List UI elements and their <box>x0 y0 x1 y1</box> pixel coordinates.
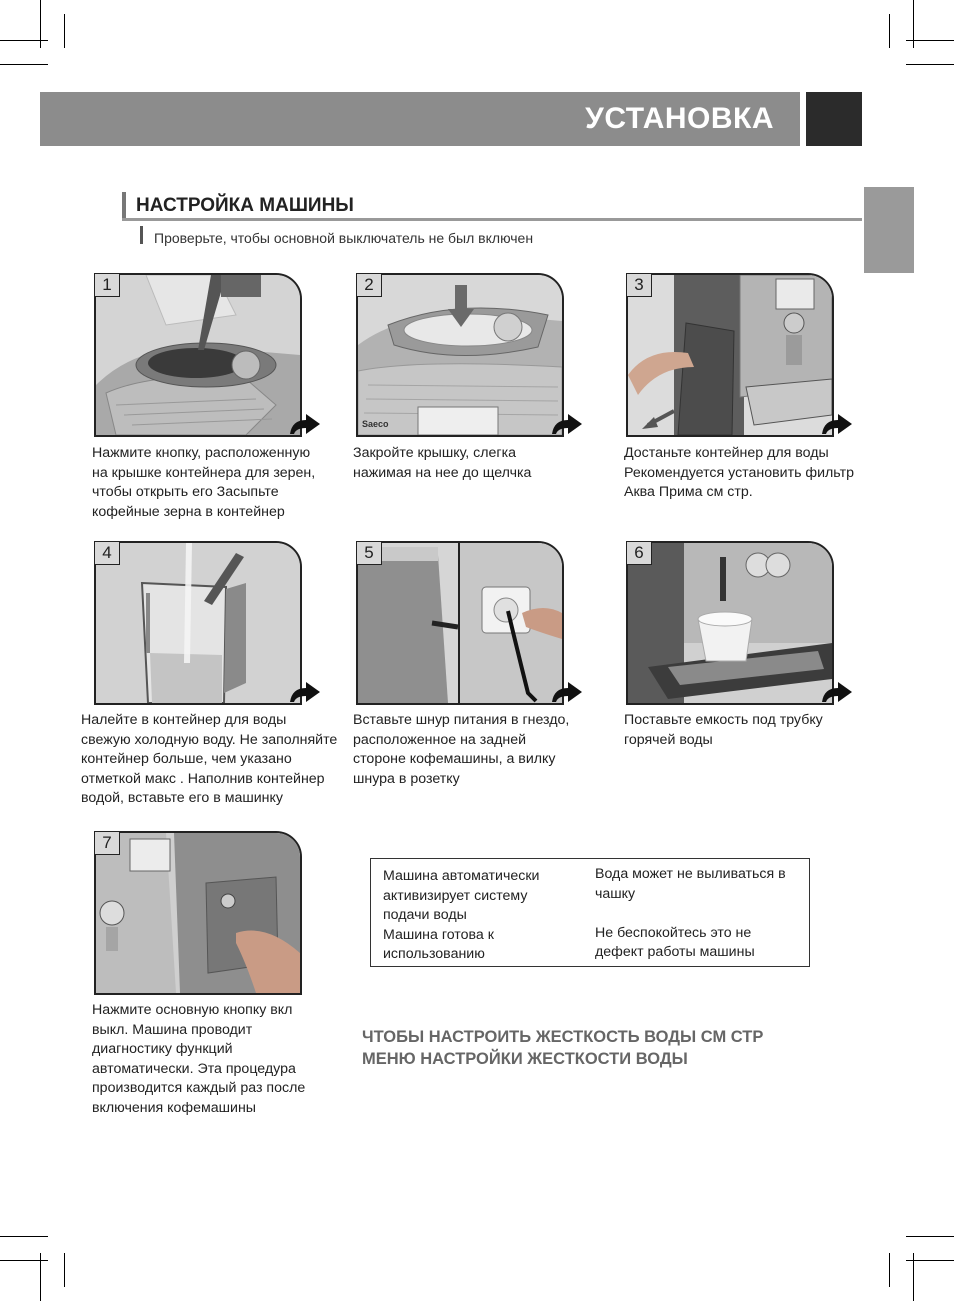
info-box <box>370 858 810 967</box>
header-bar <box>40 92 800 146</box>
step-6-caption: Поставьте емкость под трубку горячей воды <box>624 712 823 748</box>
step-number: 1 <box>94 273 120 297</box>
info-box-left: Машина автоматически активизирует систему подачи воды Машина готова к использованию <box>383 868 540 963</box>
info-box-right: Вода может не выливаться в чашку Не беспокойтесь это не дефект работы машины <box>595 866 786 961</box>
step-7-caption: Нажмите основную кнопку вкл выкл. Машина проводит диагностику функций автоматически. Эта процедура производится каждый раз после включения кофемашины <box>92 1002 306 1116</box>
step-3-caption: Достаньте контейнер для воды Рекомендуется установить фильтр Аква Прима см стр. <box>624 445 854 501</box>
next-arrow-icon <box>290 412 320 436</box>
header-block <box>806 92 862 146</box>
step-4-caption: Налейте в контейнер для воды свежую холодную воду. Не заполняйте контейнер больше, чем указано отметкой макс . Наполнив контейнер водой, вставьте его в машинку <box>81 712 338 807</box>
step-7-photo <box>94 831 302 995</box>
step-number: 6 <box>626 541 652 565</box>
next-arrow-icon <box>552 680 582 704</box>
section-marker <box>122 192 126 220</box>
step-number: 4 <box>94 541 120 565</box>
subtitle-marker <box>140 226 143 244</box>
next-arrow-icon <box>552 412 582 436</box>
step-2-caption: Закройте крышку, слегка нажимая на нее до щелчка <box>353 445 532 481</box>
saeco-logo: Saeco <box>362 419 389 429</box>
step-4-photo <box>94 541 302 705</box>
step-5-photo <box>356 541 564 705</box>
step-1-photo <box>94 273 302 437</box>
page-title: УСТАНОВКА <box>585 102 774 135</box>
step-5-caption: Вставьте шнур питания в гнездо, расположенное на задней стороне кофемашины, а вилку шнура в розетку <box>353 712 570 787</box>
next-arrow-icon <box>822 680 852 704</box>
step-number: 7 <box>94 831 120 855</box>
water-hardness-note: ЧТОБЫ НАСТРОИТЬ ЖЕСТКОСТЬ ВОДЫ СМ СТР МЕНЮ НАСТРОЙКИ ЖЕСТКОСТИ ВОДЫ <box>362 1028 764 1068</box>
next-arrow-icon <box>290 680 320 704</box>
step-6-photo <box>626 541 834 705</box>
section-rule <box>122 218 862 221</box>
step-1-caption: Нажмите кнопку, расположенную на крышке контейнера для зерен, чтобы открыть его Засыпьте кофейные зерна в контейнер <box>92 445 316 520</box>
step-3-photo <box>626 273 834 437</box>
step-number: 2 <box>356 273 382 297</box>
section-subtitle: Проверьте, чтобы основной выключатель не был включен <box>154 230 534 246</box>
next-arrow-icon <box>822 412 852 436</box>
step-2-photo <box>356 273 564 437</box>
side-tab <box>864 187 914 273</box>
step-number: 5 <box>356 541 382 565</box>
section-title: НАСТРОЙКА МАШИНЫ <box>136 195 354 216</box>
step-number: 3 <box>626 273 652 297</box>
